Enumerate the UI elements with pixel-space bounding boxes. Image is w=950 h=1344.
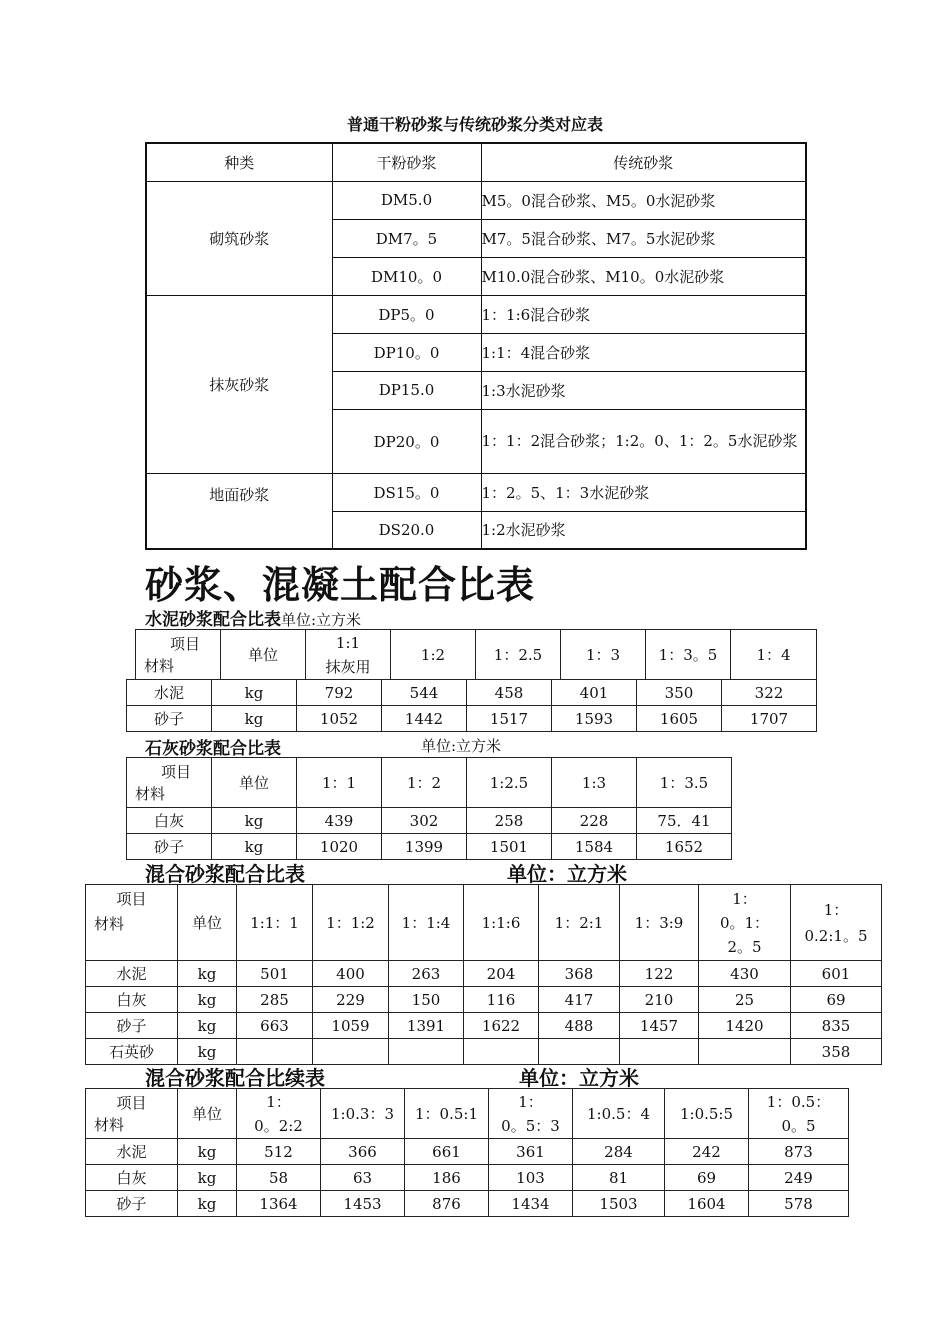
value-cell xyxy=(699,1039,791,1065)
value-cell: 1605 xyxy=(637,706,722,732)
trad-cell: 1：1:6混合砂浆 xyxy=(481,295,806,333)
trad-cell: M10.0混合砂浆、M10。0水泥砂浆 xyxy=(481,257,806,295)
value-cell: 1622 xyxy=(464,1013,539,1039)
value-cell: 263 xyxy=(389,961,464,987)
value-cell: 400 xyxy=(313,961,389,987)
trad-cell: 1:1：4混合砂浆 xyxy=(481,333,806,371)
value-cell: 81 xyxy=(573,1165,665,1191)
header-dry-mortar: 干粉砂浆 xyxy=(332,143,481,181)
ratio-header: 1:0.5:5 xyxy=(665,1089,749,1139)
ratio-line: 0。5：3 xyxy=(501,1116,560,1135)
ratio-line: 1： xyxy=(518,1092,543,1111)
lime-table-title: 石灰砂浆配合比表 xyxy=(145,739,281,759)
cement-unit: 单位:立方米 xyxy=(281,611,362,629)
unit-cell: kg xyxy=(178,987,237,1013)
corner-bottom-label: 材料 xyxy=(94,1116,125,1134)
value-cell: 368 xyxy=(539,961,620,987)
value-cell: 873 xyxy=(749,1139,849,1165)
value-cell: 242 xyxy=(665,1139,749,1165)
unit-cell: kg xyxy=(178,961,237,987)
value-cell: 1517 xyxy=(467,706,552,732)
value-cell: 103 xyxy=(489,1165,573,1191)
value-cell: 1059 xyxy=(313,1013,389,1039)
value-cell: 1453 xyxy=(321,1191,405,1217)
trad-cell: 1：2。5、1：3水泥砂浆 xyxy=(481,473,806,511)
value-cell: 322 xyxy=(722,680,817,706)
corner-top-label: 项目 xyxy=(116,1094,147,1112)
cement-header-table xyxy=(135,629,817,680)
value-cell: 417 xyxy=(539,987,620,1013)
lime-table xyxy=(126,757,732,860)
value-cell: 25 xyxy=(699,987,791,1013)
dry-cell: DM5.0 xyxy=(332,181,481,219)
value-cell: 1584 xyxy=(552,834,637,860)
unit-header: 单位 xyxy=(178,1089,237,1139)
ratio-header: 1：1:4 xyxy=(389,885,464,961)
ratio-header: 1：2:1 xyxy=(539,885,620,961)
ratio-header xyxy=(237,1089,321,1139)
trad-cell: 1：1：2混合砂浆；1:2。0、1：2。5水泥砂浆 xyxy=(481,409,806,473)
table-row xyxy=(86,961,882,987)
unit-cell: kg xyxy=(212,706,297,732)
value-cell: 210 xyxy=(620,987,699,1013)
dry-mortar-classification-table xyxy=(145,142,807,550)
value-cell: 401 xyxy=(552,680,637,706)
ratio-header: 1：0.5:1 xyxy=(405,1089,489,1139)
ratio-header xyxy=(749,1089,849,1139)
value-cell: 544 xyxy=(382,680,467,706)
value-cell xyxy=(464,1039,539,1065)
value-cell: 876 xyxy=(405,1191,489,1217)
lime-unit: 单位:立方米 xyxy=(421,737,502,755)
ratio-header: 1：2.5 xyxy=(476,630,561,680)
dry-cell: DS15。0 xyxy=(332,473,481,511)
dry-cell: DP10。0 xyxy=(332,333,481,371)
value-cell: 601 xyxy=(791,961,882,987)
dry-cell: DM7。5 xyxy=(332,219,481,257)
ratio-header: 1：3:9 xyxy=(620,885,699,961)
value-cell: 501 xyxy=(237,961,313,987)
value-cell: 63 xyxy=(321,1165,405,1191)
corner-header-cell xyxy=(127,758,212,808)
material-cell: 砂子 xyxy=(86,1013,178,1039)
value-cell: 350 xyxy=(637,680,722,706)
cement-data-table xyxy=(126,679,817,732)
value-cell: 1652 xyxy=(637,834,732,860)
value-cell: 1707 xyxy=(722,706,817,732)
value-cell: 488 xyxy=(539,1013,620,1039)
header-traditional-mortar: 传统砂浆 xyxy=(481,143,806,181)
trad-cell: M7。5混合砂浆、M7。5水泥砂浆 xyxy=(481,219,806,257)
material-cell: 水泥 xyxy=(127,680,212,706)
value-cell: 229 xyxy=(313,987,389,1013)
ratio-header-line2: 抹灰用 xyxy=(325,657,371,676)
dry-cell: DM10。0 xyxy=(332,257,481,295)
material-cell: 石英砂 xyxy=(86,1039,178,1065)
value-cell: 1391 xyxy=(389,1013,464,1039)
ratio-header: 1:2.5 xyxy=(467,758,552,808)
unit-cell: kg xyxy=(212,680,297,706)
value-cell: 439 xyxy=(297,808,382,834)
corner-header-cell xyxy=(86,1089,178,1139)
mixed-table xyxy=(85,884,882,1065)
value-cell: 284 xyxy=(573,1139,665,1165)
corner-bottom-label: 材料 xyxy=(144,657,175,675)
ratio-header: 1:0.5：4 xyxy=(573,1089,665,1139)
value-cell: 258 xyxy=(467,808,552,834)
value-cell xyxy=(237,1039,313,1065)
value-cell xyxy=(313,1039,389,1065)
value-cell: 69 xyxy=(665,1165,749,1191)
material-cell: 砂子 xyxy=(86,1191,178,1217)
value-cell: 430 xyxy=(699,961,791,987)
category-cell: 地面砂浆 xyxy=(146,473,332,549)
ratio-header-line1: 1:1 xyxy=(335,633,361,652)
unit-cell: kg xyxy=(178,1039,237,1065)
value-cell: 204 xyxy=(464,961,539,987)
ratio-header xyxy=(489,1089,573,1139)
ratio-line: 0。1： xyxy=(719,913,770,932)
value-cell: 366 xyxy=(321,1139,405,1165)
value-cell: 1503 xyxy=(573,1191,665,1217)
mixed2-table xyxy=(85,1088,849,1217)
value-cell: 1052 xyxy=(297,706,382,732)
ratio-header: 1：3.5 xyxy=(637,758,732,808)
unit-cell: kg xyxy=(178,1139,237,1165)
material-cell: 白灰 xyxy=(86,1165,178,1191)
table-row xyxy=(86,987,882,1013)
table-row xyxy=(127,808,732,834)
value-cell: 1399 xyxy=(382,834,467,860)
ratio-header: 1：3 xyxy=(561,630,646,680)
ratio-header: 1：4 xyxy=(731,630,817,680)
mixed-unit: 单位：立方米 xyxy=(507,862,627,886)
value-cell: 578 xyxy=(749,1191,849,1217)
table-row xyxy=(86,1139,849,1165)
mixed2-table-title: 混合砂浆配合比续表 xyxy=(145,1066,325,1090)
material-cell: 白灰 xyxy=(127,808,212,834)
table-row xyxy=(86,1191,849,1217)
ratio-header: 1:0.3：3 xyxy=(321,1089,405,1139)
value-cell: 512 xyxy=(237,1139,321,1165)
unit-cell: kg xyxy=(178,1165,237,1191)
dry-cell: DP15.0 xyxy=(332,371,481,409)
ratio-line: 1： xyxy=(732,889,757,908)
value-cell: 1434 xyxy=(489,1191,573,1217)
ratio-header: 1：1:2 xyxy=(313,885,389,961)
value-cell: 302 xyxy=(382,808,467,834)
value-cell: 1442 xyxy=(382,706,467,732)
table-row xyxy=(86,1039,882,1065)
ratio-line: 1： xyxy=(823,900,849,919)
value-cell: 58 xyxy=(237,1165,321,1191)
value-cell: 69 xyxy=(791,987,882,1013)
value-cell: 1604 xyxy=(665,1191,749,1217)
dry-cell: DP20。0 xyxy=(332,409,481,473)
ratio-header: 1：2 xyxy=(382,758,467,808)
header-category: 种类 xyxy=(146,143,332,181)
cement-table-title xyxy=(145,605,361,630)
material-cell: 白灰 xyxy=(86,987,178,1013)
value-cell: 1420 xyxy=(699,1013,791,1039)
ratio-line: 1：0.5： xyxy=(766,1092,831,1111)
corner-top-label: 项目 xyxy=(160,763,191,781)
value-cell: 75．41 xyxy=(637,808,732,834)
value-cell: 1020 xyxy=(297,834,382,860)
trad-cell: 1:2水泥砂浆 xyxy=(481,511,806,549)
value-cell: 122 xyxy=(620,961,699,987)
value-cell: 358 xyxy=(791,1039,882,1065)
value-cell: 116 xyxy=(464,987,539,1013)
ratio-header xyxy=(791,885,882,961)
value-cell: 285 xyxy=(237,987,313,1013)
corner-header-cell xyxy=(86,885,178,961)
table-row xyxy=(127,680,817,706)
main-title: 砂浆、混凝土配合比表 xyxy=(145,563,536,607)
value-cell: 1593 xyxy=(552,706,637,732)
mixed-table-title: 混合砂浆配合比表 xyxy=(145,862,305,886)
value-cell: 792 xyxy=(297,680,382,706)
value-cell: 150 xyxy=(389,987,464,1013)
unit-header: 单位 xyxy=(212,758,297,808)
value-cell: 361 xyxy=(489,1139,573,1165)
unit-cell: kg xyxy=(212,808,297,834)
material-cell: 砂子 xyxy=(127,706,212,732)
value-cell: 458 xyxy=(467,680,552,706)
ratio-header: 1:2 xyxy=(391,630,476,680)
ratio-line: 2。5 xyxy=(727,937,762,956)
ratio-line: 0。2:2 xyxy=(254,1116,303,1135)
mixed2-unit: 单位：立方米 xyxy=(519,1066,639,1090)
corner-top-label: 项目 xyxy=(116,890,147,908)
corner-bottom-label: 材料 xyxy=(135,785,166,803)
ratio-header: 1:1：1 xyxy=(237,885,313,961)
value-cell: 835 xyxy=(791,1013,882,1039)
trad-cell: M5。0混合砂浆、M5。0水泥砂浆 xyxy=(481,181,806,219)
corner-bottom-label: 材料 xyxy=(94,915,125,933)
table-row xyxy=(127,706,817,732)
category-cell: 抹灰砂浆 xyxy=(146,295,332,473)
ratio-header: 1:3 xyxy=(552,758,637,808)
unit-cell: kg xyxy=(178,1013,237,1039)
ratio-header: 1：1 xyxy=(297,758,382,808)
cement-title-text: 水泥砂浆配合比表 xyxy=(145,610,281,630)
material-cell: 水泥 xyxy=(86,1139,178,1165)
corner-top-label: 项目 xyxy=(169,635,200,653)
ratio-header xyxy=(306,630,391,680)
value-cell xyxy=(620,1039,699,1065)
table-row xyxy=(86,1013,882,1039)
value-cell: 228 xyxy=(552,808,637,834)
unit-header: 单位 xyxy=(178,885,237,961)
unit-cell: kg xyxy=(178,1191,237,1217)
ratio-line: 0。5 xyxy=(781,1116,816,1135)
dry-cell: DS20.0 xyxy=(332,511,481,549)
table-row xyxy=(86,1165,849,1191)
dry-cell: DP5。0 xyxy=(332,295,481,333)
value-cell: 249 xyxy=(749,1165,849,1191)
material-cell: 砂子 xyxy=(127,834,212,860)
value-cell xyxy=(539,1039,620,1065)
value-cell: 661 xyxy=(405,1139,489,1165)
ratio-header xyxy=(699,885,791,961)
value-cell: 1364 xyxy=(237,1191,321,1217)
value-cell: 186 xyxy=(405,1165,489,1191)
value-cell: 1457 xyxy=(620,1013,699,1039)
ratio-header: 1：3。5 xyxy=(646,630,731,680)
value-cell: 1501 xyxy=(467,834,552,860)
ratio-header: 1:1:6 xyxy=(464,885,539,961)
material-cell: 水泥 xyxy=(86,961,178,987)
category-cell: 砌筑砂浆 xyxy=(146,181,332,295)
unit-header: 单位 xyxy=(221,630,306,680)
corner-header-cell xyxy=(136,630,221,680)
value-cell xyxy=(389,1039,464,1065)
unit-cell: kg xyxy=(212,834,297,860)
trad-cell: 1:3水泥砂浆 xyxy=(481,371,806,409)
ratio-line: 0.2:1。5 xyxy=(804,926,868,945)
table1-title: 普通干粉砂浆与传统砂浆分类对应表 xyxy=(346,115,603,134)
table-row xyxy=(127,834,732,860)
ratio-line: 1： xyxy=(266,1092,291,1111)
value-cell: 663 xyxy=(237,1013,313,1039)
